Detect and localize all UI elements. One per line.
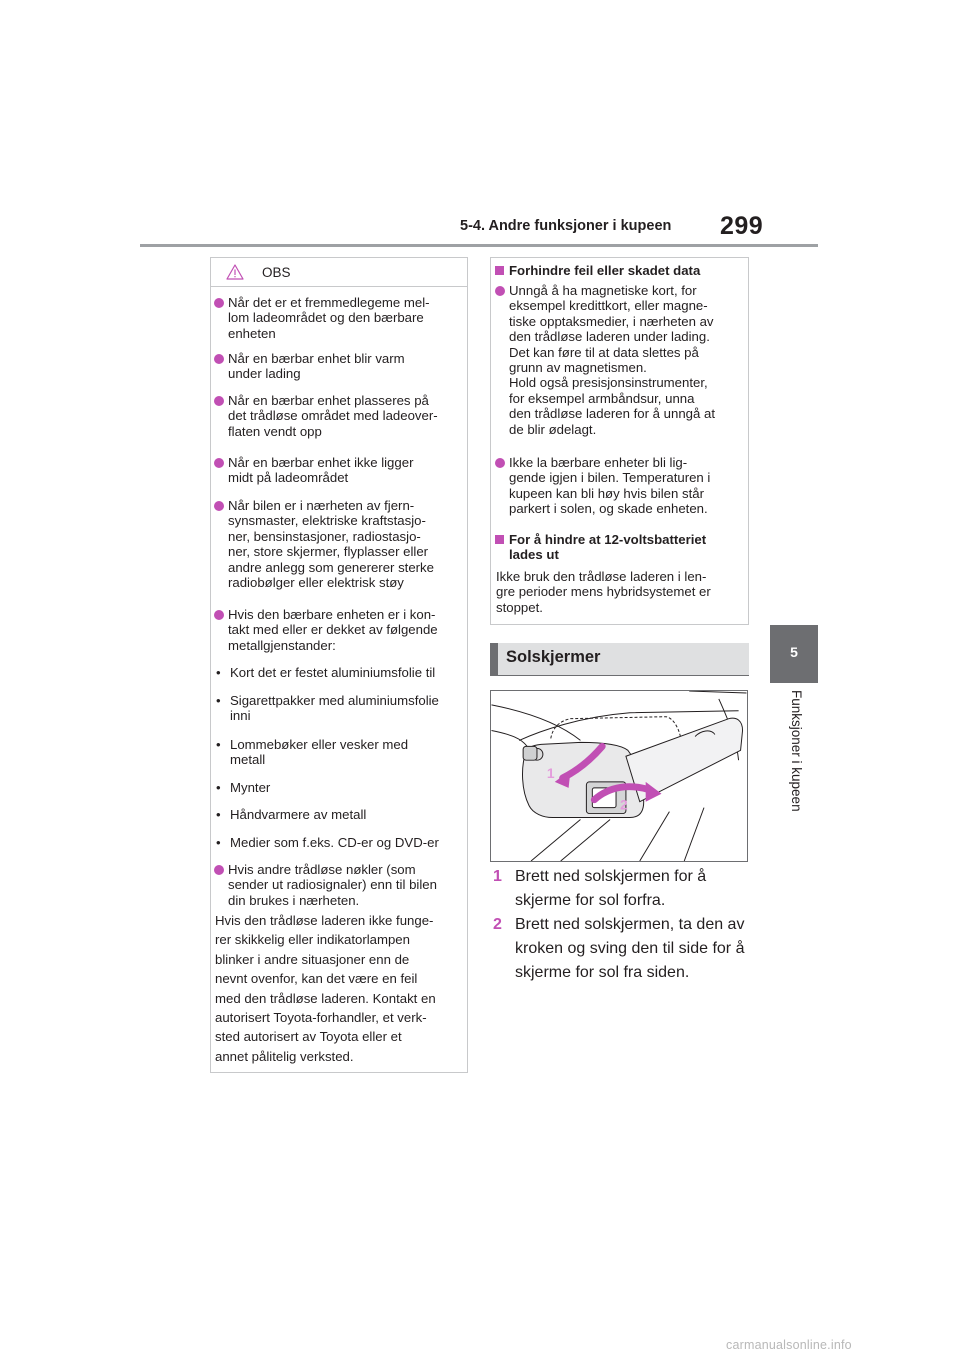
paragraph-line: rer skikkelig eller indikatorlampen bbox=[215, 932, 410, 948]
bullet-dot bbox=[495, 286, 505, 296]
info-paragraph bbox=[496, 569, 746, 615]
callout-1: 1 bbox=[546, 764, 555, 781]
bullet-line: din brukes i nærheten. bbox=[228, 892, 360, 908]
heading-square bbox=[495, 535, 504, 544]
obs-header bbox=[210, 257, 468, 287]
bullet-line: Unngå å ha magnetiske kort, for bbox=[509, 283, 697, 298]
paragraph-line: Hvis den trådløse laderen ikke funge- bbox=[215, 913, 434, 928]
bullet-line: eksempel kredittkort, eller magne- bbox=[509, 298, 708, 314]
chapter-tab-label-text: Funksjoner i kupeen bbox=[789, 690, 804, 812]
paragraph-line: annet pålitelig verksted. bbox=[215, 1048, 354, 1064]
step-number: 2 bbox=[493, 916, 502, 933]
bullet-dot bbox=[214, 501, 224, 511]
step-line: kroken og sving den til side for å bbox=[515, 940, 745, 957]
step-text bbox=[515, 865, 755, 913]
bullet-line: Hvis andre trådløse nøkler (som bbox=[228, 862, 416, 877]
section-heading-accent bbox=[490, 643, 498, 675]
heading-square bbox=[495, 266, 504, 275]
bullet-dot bbox=[214, 610, 224, 620]
heading-line: lades ut bbox=[509, 547, 559, 563]
step-number: 1 bbox=[493, 868, 502, 885]
bullet-line: enheten bbox=[228, 325, 276, 341]
bullet-line: takt med eller er dekket av følgende bbox=[228, 622, 438, 638]
bullet-dot bbox=[214, 298, 224, 308]
bullet-dot bbox=[214, 396, 224, 406]
sub-item-line: Lommebøker eller vesker med bbox=[230, 737, 409, 752]
bullet-line: Når en bærbar enhet blir varm bbox=[228, 351, 405, 366]
paragraph-line: Ikke bruk den trådløse laderen i len- bbox=[496, 569, 707, 584]
bullet-line: Ikke la bærbare enheter bli lig- bbox=[509, 455, 688, 470]
paragraph-line: stoppet. bbox=[496, 599, 543, 615]
bullet-dot bbox=[214, 865, 224, 875]
page-number: 299 bbox=[720, 212, 764, 240]
paragraph-line: sted autorisert av Toyota eller et bbox=[215, 1029, 402, 1045]
sub-item-line: Kort det er festet aluminiumsfolie til bbox=[230, 665, 436, 680]
chapter-tab-label bbox=[784, 690, 806, 840]
bullet-line: metallgjenstander: bbox=[228, 637, 336, 653]
sub-bullet-marker: • bbox=[216, 665, 221, 680]
bullet-line: den trådløse laderen under lading. bbox=[509, 329, 710, 345]
warning-triangle-icon bbox=[226, 264, 244, 280]
watermark: carmanualsonline.info bbox=[726, 1338, 852, 1352]
bullet-line: andre anlegg som genererer sterke bbox=[228, 559, 434, 575]
step-line: Brett ned solskjermen for å bbox=[515, 868, 707, 885]
bullet-line: Hold også presisjonsinstrumenter, bbox=[509, 375, 708, 391]
callout-2: 2 bbox=[619, 796, 628, 813]
bullet-line: de blir ødelagt. bbox=[509, 421, 597, 437]
heading-line: For å hindre at 12-voltsbatteriet bbox=[509, 532, 707, 547]
sub-bullet-marker: • bbox=[216, 807, 221, 822]
bullet-line: gende igjen i bilen. Temperaturen i bbox=[509, 470, 711, 486]
bullet-line: Når bilen er i nærheten av fjern- bbox=[228, 498, 415, 513]
sub-bullet-marker: • bbox=[216, 693, 221, 708]
bullet-line: Det kan føre til at data slettes på bbox=[509, 344, 699, 360]
step-text bbox=[515, 913, 760, 985]
step-line: Brett ned solskjermen, ta den av bbox=[515, 916, 745, 933]
step-line: skjerme for sol forfra. bbox=[515, 892, 666, 909]
bullet-line: sender ut radiosignaler) enn til bilen bbox=[228, 877, 437, 893]
sub-item-line: metall bbox=[230, 752, 266, 768]
bullet-dot bbox=[495, 458, 505, 468]
bullet-line: under lading bbox=[228, 366, 301, 382]
bullet-line: lom ladeområdet og den bærbare bbox=[228, 310, 424, 326]
sub-bullet-marker: • bbox=[216, 835, 221, 850]
chapter-tab-number: 5 bbox=[790, 644, 798, 660]
paragraph-line: med den trådløse laderen. Kontakt en bbox=[215, 990, 436, 1006]
sub-bullet-marker: • bbox=[216, 737, 221, 752]
sub-item-line: Mynter bbox=[230, 780, 271, 795]
sub-item-line: Medier som f.eks. CD-er og DVD-er bbox=[230, 835, 439, 850]
obs-closing-paragraph bbox=[215, 911, 467, 1066]
bullet-line: radiobølger eller elektrisk støy bbox=[228, 575, 404, 591]
bullet-line: ner, bensinstasjoner, radiostasjo- bbox=[228, 528, 421, 544]
bullet-line: ner, store skjermer, flyplasser eller bbox=[228, 544, 429, 560]
sun-visor-illustration bbox=[490, 690, 748, 862]
bullet-line: flaten vendt opp bbox=[228, 423, 322, 439]
bullet-line: den trådløse laderen for å unngå at bbox=[509, 406, 716, 422]
bullet-line: Når en bærbar enhet plasseres på bbox=[228, 393, 429, 408]
bullet-line: tiske opptaksmedier, i nærheten av bbox=[509, 313, 714, 329]
sub-bullet-marker: • bbox=[216, 780, 221, 795]
bullet-line: parkert i solen, og skade enheten. bbox=[509, 501, 708, 517]
sub-item-line: Sigarettpakker med aluminiumsfolie bbox=[230, 693, 439, 708]
sub-item-line: inni bbox=[230, 708, 251, 724]
info-heading-text: Forhindre feil eller skadet data bbox=[509, 263, 701, 278]
header-rule bbox=[140, 244, 818, 247]
bullet-line: midt på ladeområdet bbox=[228, 470, 349, 486]
paragraph-line: nevnt ovenfor, kan det være en feil bbox=[215, 971, 418, 987]
paragraph-line: blinker i andre situasjoner enn de bbox=[215, 951, 410, 967]
bullet-dot bbox=[214, 458, 224, 468]
section-heading-underline bbox=[490, 675, 749, 676]
bullet-line: Når en bærbar enhet ikke ligger bbox=[228, 455, 414, 470]
paragraph-line: gre perioder mens hybridsystemet er bbox=[496, 584, 711, 600]
section-heading-title: Solskjermer bbox=[506, 648, 601, 666]
bullet-line: Når det er et fremmedlegeme mel- bbox=[228, 295, 430, 310]
bullet-line: synsmaster, elektriske kraftstasjo- bbox=[228, 513, 426, 529]
bullet-dot bbox=[214, 354, 224, 364]
bullet-line: for eksempel armbåndsur, unna bbox=[509, 390, 695, 406]
bullet-line: kupeen kan bli høy hvis bilen står bbox=[509, 485, 704, 501]
step-line: skjerme for sol fra siden. bbox=[515, 964, 690, 981]
bullet-line: grunn av magnetismen. bbox=[509, 360, 647, 376]
bullet-line: Hvis den bærbare enheten er i kon- bbox=[228, 607, 436, 622]
obs-title: OBS bbox=[262, 265, 291, 280]
bullet-line: det trådløse området med ladeover- bbox=[228, 408, 438, 424]
section-title: 5-4. Andre funksjoner i kupeen bbox=[460, 218, 672, 234]
sub-item-line: Håndvarmere av metall bbox=[230, 807, 367, 822]
paragraph-line: autorisert Toyota-forhandler, et verk- bbox=[215, 1010, 427, 1026]
